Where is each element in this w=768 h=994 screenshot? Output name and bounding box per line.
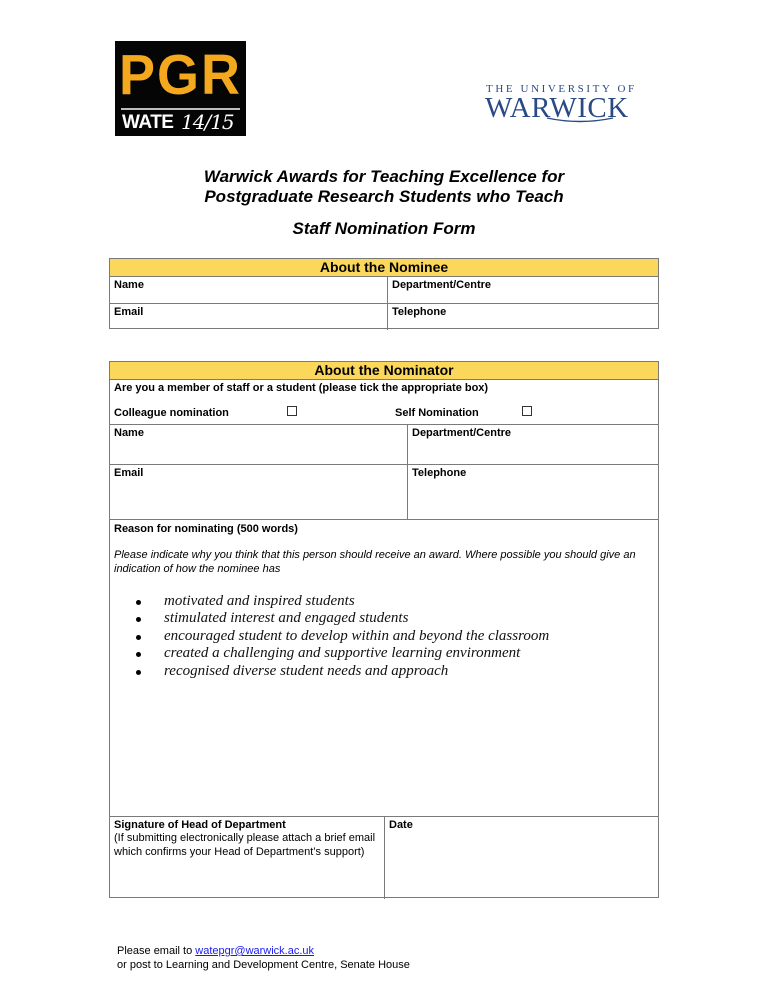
wate-logo-text: WATE <box>122 112 174 133</box>
nominator-row-name <box>110 425 658 465</box>
criteria-text: encouraged student to develop within and beyond the classroom <box>164 627 550 644</box>
nominator-row-email <box>110 465 658 520</box>
criteria-text: stimulated interest and engaged students <box>164 610 409 627</box>
signature-title: Signature of Head of Department <box>114 819 286 831</box>
submission-instructions <box>117 944 410 972</box>
pgr-logo-text: PGR <box>119 43 243 107</box>
nominee-email-field[interactable] <box>110 304 387 330</box>
criteria-item <box>132 663 549 680</box>
pgr-wate-logo <box>115 41 246 136</box>
criteria-item <box>132 628 549 645</box>
colleague-nomination-label: Colleague nomination <box>114 407 229 419</box>
bullet-icon <box>136 617 141 622</box>
nominator-type-question: Are you a member of staff or a student (please tick the appropriate box) <box>114 382 489 394</box>
nominator-department-label: Department/Centre <box>412 427 512 439</box>
date-field[interactable] <box>384 817 658 899</box>
self-nomination-label: Self Nomination <box>395 407 479 419</box>
bullet-icon <box>136 635 141 640</box>
criteria-text: recognised diverse student needs and approach <box>164 662 449 679</box>
nominator-email-field[interactable] <box>110 465 407 519</box>
date-label: Date <box>389 819 413 831</box>
signature-field[interactable] <box>110 817 384 899</box>
nominator-telephone-label: Telephone <box>412 467 467 479</box>
footer-email-line <box>117 944 410 958</box>
bullet-icon <box>136 600 141 605</box>
warwick-logo-swoosh-icon <box>545 116 615 124</box>
nominator-telephone-field[interactable] <box>407 465 658 519</box>
nominee-row-name <box>110 277 658 304</box>
criteria-item <box>132 645 549 662</box>
nominee-name-label: Name <box>114 279 144 291</box>
nominee-section-heading: About the Nominee <box>110 259 658 277</box>
form-subtitle: Staff Nomination Form <box>292 219 476 238</box>
warwick-logo-line2: WARWICK <box>485 92 629 124</box>
criteria-text: created a challenging and supportive learning environment <box>164 645 521 662</box>
signature-note: (If submitting electronically please attach a brief email which confirms your Head of Department’s support) <box>114 832 376 858</box>
email-link[interactable]: watepgr@warwick.ac.uk <box>195 945 315 957</box>
bullet-icon <box>136 652 141 657</box>
nominee-telephone-label: Telephone <box>392 306 447 318</box>
wate-logo-year: 14/15 <box>181 110 234 134</box>
nominator-type-row <box>110 380 658 425</box>
footer-email-prefix: Please email to <box>117 945 196 957</box>
nominator-email-label: Email <box>114 467 144 479</box>
nominee-department-field[interactable] <box>387 277 658 303</box>
form-title-line2: Postgraduate Research Students who Teach <box>204 187 564 206</box>
nominee-name-field[interactable] <box>110 277 387 303</box>
nominee-telephone-field[interactable] <box>387 304 658 330</box>
nominee-email-label: Email <box>114 306 144 318</box>
university-of-warwick-logo <box>485 83 635 125</box>
nominator-department-field[interactable] <box>407 425 658 464</box>
colleague-nomination-checkbox[interactable] <box>287 406 297 416</box>
reason-title: Reason for nominating (500 words) <box>114 523 298 535</box>
nominator-section <box>109 361 659 898</box>
nominee-department-label: Department/Centre <box>392 279 492 291</box>
footer-post-line: or post to Learning and Development Centre, Senate House <box>117 959 410 971</box>
criteria-text: motivated and inspired students <box>164 593 355 609</box>
nominator-name-field[interactable] <box>110 425 407 464</box>
form-title <box>100 167 668 207</box>
reason-criteria-list <box>132 593 549 680</box>
signature-row <box>110 817 658 899</box>
nominator-name-label: Name <box>114 427 144 439</box>
nominee-section <box>109 258 659 329</box>
reason-for-nominating-field[interactable] <box>110 520 658 817</box>
criteria-item <box>132 610 549 627</box>
nominee-row-email <box>110 304 658 330</box>
self-nomination-checkbox[interactable] <box>522 406 532 416</box>
bullet-icon <box>136 670 141 675</box>
nominator-section-heading: About the Nominator <box>110 362 658 380</box>
reason-description: Please indicate why you think that this person should receive an award. Where possible you should give an indication of how the nominee has <box>114 549 636 575</box>
criteria-item <box>132 593 549 610</box>
warwick-logo-line1: THE UNIVERSITY OF <box>486 83 637 95</box>
form-title-line1: Warwick Awards for Teaching Excellence for <box>203 167 565 186</box>
